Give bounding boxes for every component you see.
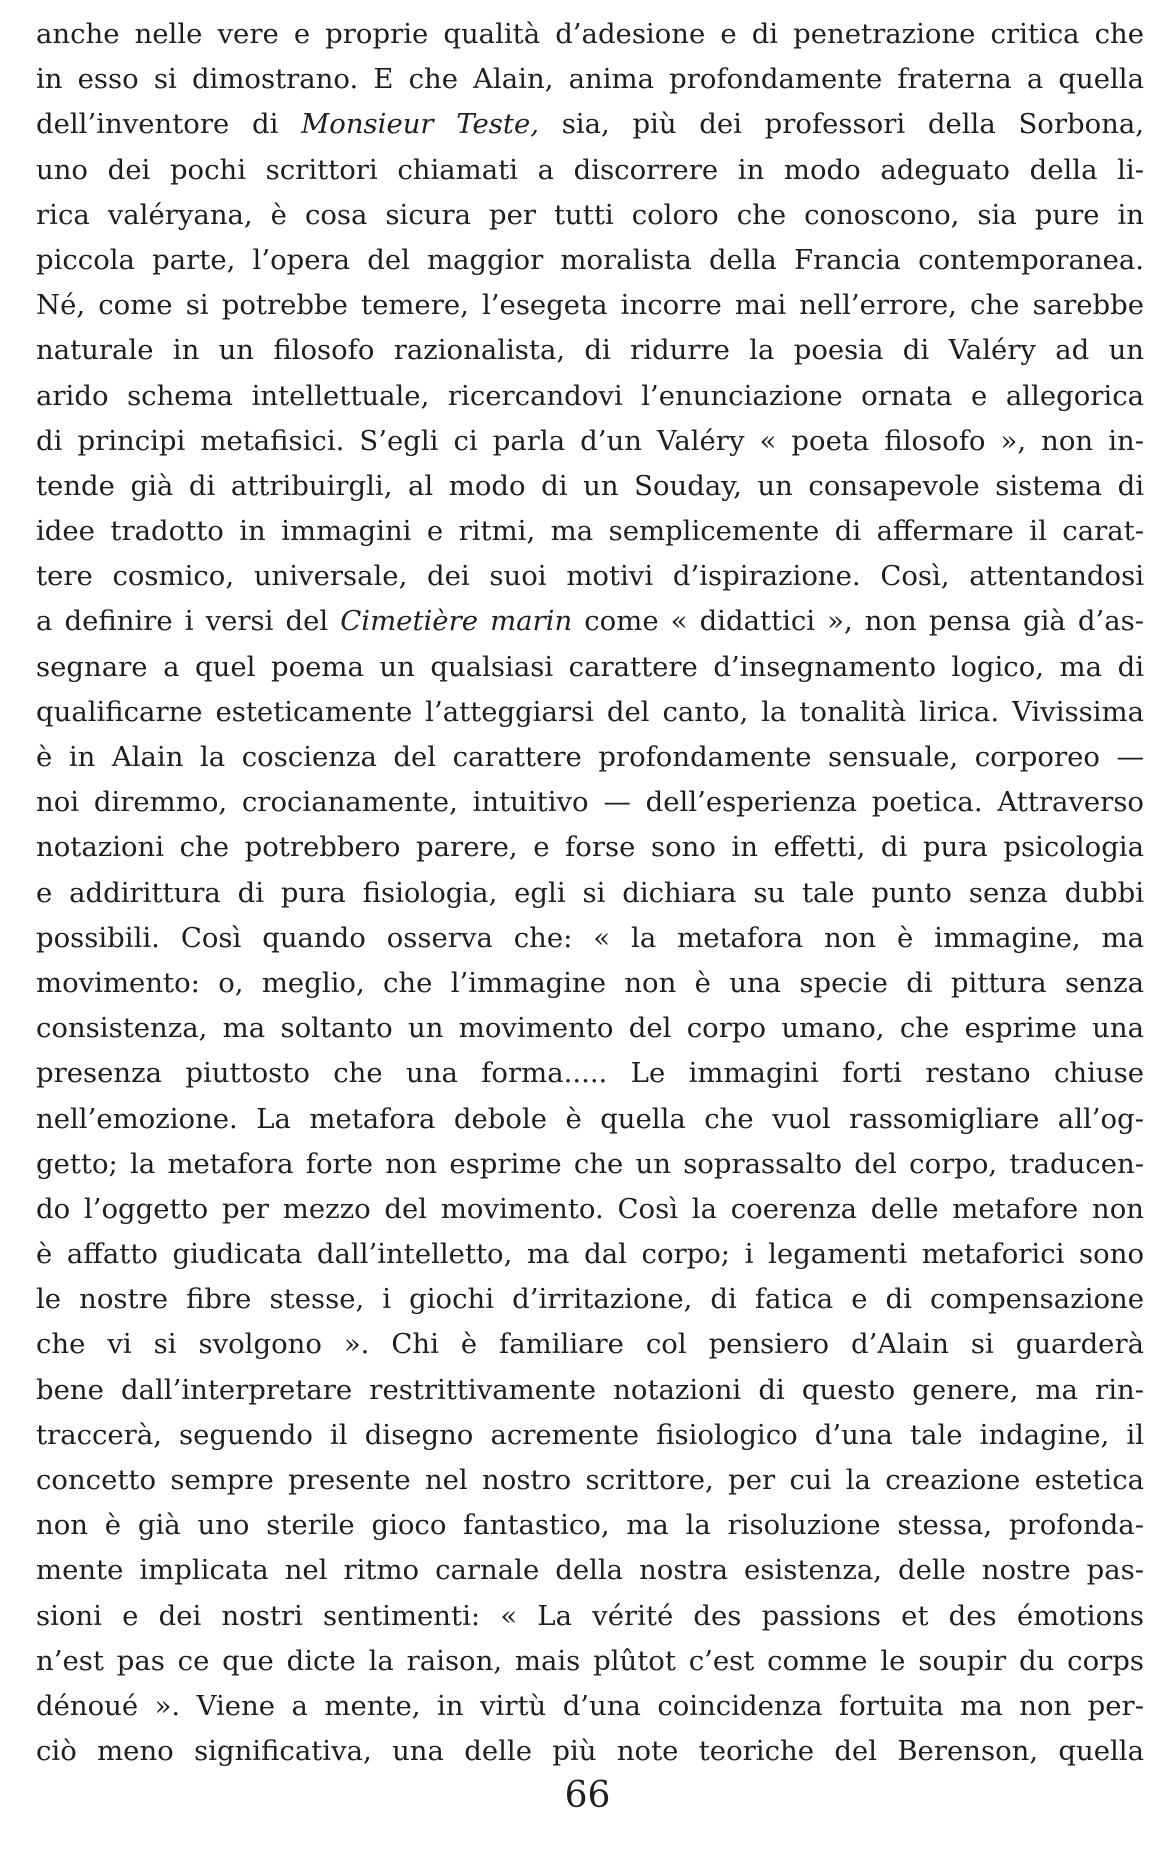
text-line: è affatto giudicata dall’intelletto, ma dal corpo; i legamenti metaforici sono [36, 1238, 1144, 1271]
text-line: bene dall’interpretare restrittivamente notazioni di questo genere, ma rin- [36, 1373, 1144, 1406]
text-line: idee tradotto in immagini e ritmi, ma semplicemente di affermare il carat- [36, 515, 1144, 548]
text-segment: come « didattici », non pensa già d’as- [572, 605, 1144, 638]
text-line [36, 599, 1144, 644]
text-line: Né, come si potrebbe temere, l’esegeta incorre mai nell’errore, che sarebbe [36, 289, 1144, 322]
text-line: getto; la metafora forte non esprime che un soprassalto del corpo, traducen- [36, 1147, 1144, 1180]
text-line: qualificarne esteticamente l’atteggiarsi del canto, la tonalità lirica. Vivissima [36, 695, 1144, 728]
text-line: non è già uno sterile gioco fantastico, ma la risoluzione stessa, profonda- [36, 1509, 1144, 1542]
text-line: tere cosmico, universale, dei suoi motivi d’ispirazione. Così, attentandosi [36, 560, 1144, 593]
text-line: arido schema intellettuale, ricercandovi l’enunciazione ornata e allegorica [36, 379, 1144, 412]
text-line: naturale in un filosofo razionalista, di ridurre la poesia di Valéry ad un [36, 334, 1144, 367]
text-line: tende già di attribuirgli, al modo di un Souday, un consapevole sistema di [36, 469, 1144, 502]
text-line [36, 102, 1144, 147]
text-line: le nostre fibre stesse, i giochi d’irritazione, di fatica e di compensazione [36, 1283, 1144, 1316]
text-line: è in Alain la coscienza del carattere profondamente sensuale, corporeo — [36, 741, 1144, 773]
text-line: ciò meno significativa, una delle più note teoriche del Berenson, quella [36, 1735, 1144, 1768]
italic-title: Monsieur Teste, [301, 108, 539, 141]
text-line: e addirittura di pura fisiologia, egli si dichiara su tale punto senza dubbi [36, 876, 1144, 909]
text-line: dénoué ». Viene a mente, in virtù d’una coincidenza fortuita ma non per- [36, 1689, 1144, 1722]
text-line: possibili. Così quando osserva che: « la metafora non è immagine, ma [36, 921, 1144, 954]
text-line: di principi metafisici. S’egli ci parla d’un Valéry « poeta filosofo », non in- [36, 424, 1144, 457]
text-line: movimento: o, meglio, che l’immagine non è una specie di pittura senza [36, 966, 1144, 999]
text-line: uno dei pochi scrittori chiamati a discorrere in modo adeguato della li- [36, 153, 1144, 186]
text-line: segnare a quel poema un qualsiasi carattere d’insegnamento logico, ma di [36, 650, 1144, 683]
body-text [36, 12, 1144, 1774]
italic-title: Cimetière marin [340, 605, 573, 638]
text-line: piccola parte, l’opera del maggior moralista della Francia contemporanea. [36, 243, 1144, 276]
text-line: do l’oggetto per mezzo del movimento. Così la coerenza delle metafore non [36, 1192, 1144, 1225]
text-segment: sia, più dei professori della Sorbona, [538, 108, 1144, 141]
text-line: in esso si dimostrano. E che Alain, anima profondamente fraterna a quella [36, 63, 1144, 96]
text-line: traccerà, seguendo il disegno acremente fisiologico d’una tale indagine, il [36, 1418, 1144, 1451]
text-line: nell’emozione. La metafora debole è quella che vuol rassomigliare all’og- [36, 1102, 1144, 1135]
text-line: rica valéryana, è cosa sicura per tutti coloro che conoscono, sia pure in [36, 198, 1144, 231]
text-line: anche nelle vere e proprie qualità d’adesione e di penetrazione critica che [36, 18, 1144, 50]
text-line: mente implicata nel ritmo carnale della nostra esistenza, delle nostre pas- [36, 1554, 1144, 1587]
text-segment: dell’inventore di [36, 108, 302, 141]
text-line: che vi si svolgono ». Chi è familiare col pensiero d’Alain si guarderà [36, 1328, 1144, 1361]
text-line: notazioni che potrebbero parere, e forse sono in effetti, di pura psicologia [36, 831, 1144, 864]
text-line: noi diremmo, crocianamente, intuitivo — dell’esperienza poetica. Attraverso [36, 786, 1144, 819]
text-line: concetto sempre presente nel nostro scrittore, per cui la creazione estetica [36, 1464, 1144, 1496]
page-number: 66 [564, 1775, 611, 1816]
text-line: sioni e dei nostri sentimenti: « La vérité des passions et des émotions [36, 1599, 1144, 1632]
text-line: presenza piuttosto che una forma..... Le immagini forti restano chiuse [36, 1057, 1144, 1090]
text-segment: a definire i versi del [36, 605, 341, 638]
text-line: n’est pas ce que dicte la raison, mais plûtot c’est comme le soupir du corps [36, 1644, 1144, 1677]
text-line: consistenza, ma soltanto un movimento del corpo umano, che esprime una [36, 1012, 1144, 1045]
